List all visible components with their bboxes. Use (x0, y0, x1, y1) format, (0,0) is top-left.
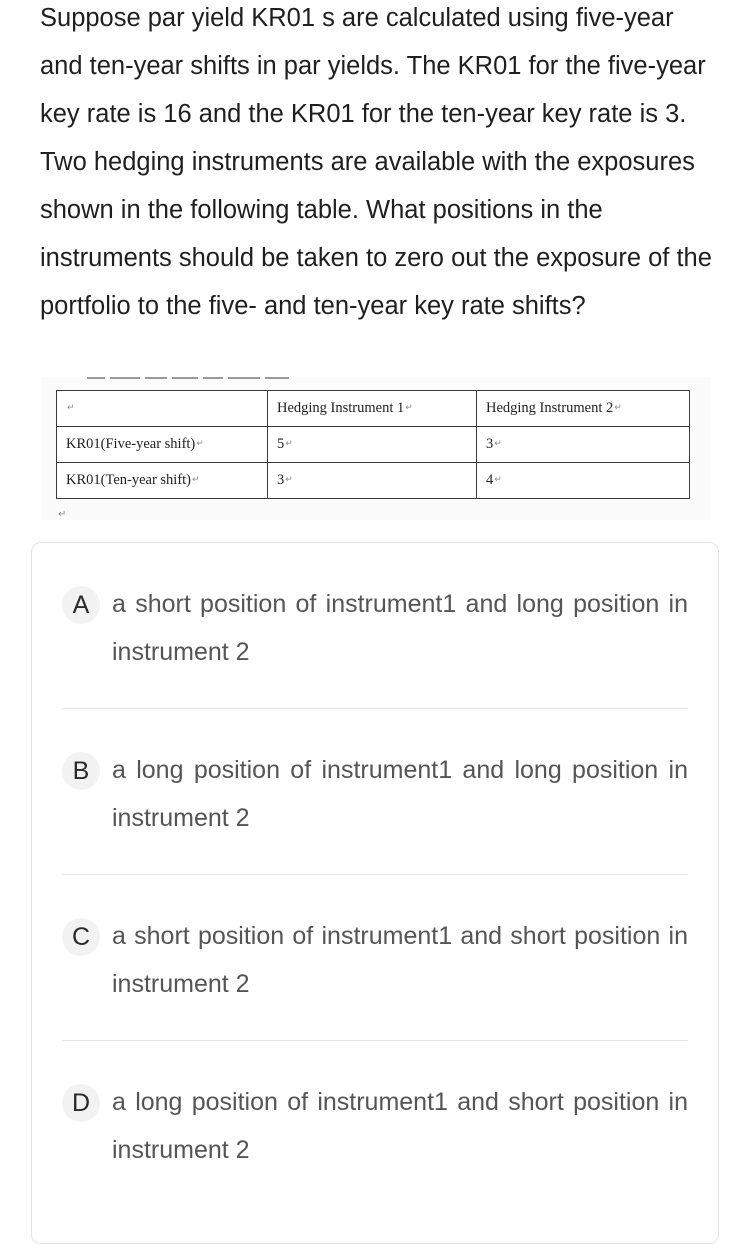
return-mark-icon: ↵ (494, 475, 502, 485)
table-cell: 3↵ (477, 427, 690, 463)
table-row (57, 427, 690, 463)
table-cell: 5↵ (268, 427, 477, 463)
cropped-text-remnant (87, 377, 297, 380)
option-d[interactable] (62, 1041, 688, 1207)
return-mark-icon: ↵ (405, 403, 413, 413)
exposure-table-image (41, 377, 711, 521)
option-text: a long position of instrument1 and short position in instrument 2 (112, 1088, 688, 1164)
option-letter-badge: D (62, 1084, 100, 1122)
return-mark-icon: ↵ (285, 439, 293, 449)
option-letter-badge: B (62, 752, 100, 790)
return-mark-icon: ↵ (196, 439, 204, 449)
return-mark-icon: ↵ (285, 475, 293, 485)
table-row-label: KR01(Ten-year shift)↵ (57, 463, 268, 499)
table-row-label: KR01(Five-year shift)↵ (57, 427, 268, 463)
question-text: Suppose par yield KR01 s are calculated using five-year and ten-year shifts in par yields. The KR01 for the five-year key rate is 16 and the KR01 for the ten-year key rate is 3. Two hedging instruments are available with the exposures shown in the following table. What positions in the instruments should be taken to zero out the exposure of the portfolio to the five- and ten-year key rate shifts? (40, 4, 712, 320)
option-text: a short position of instrument1 and long position in instrument 2 (112, 590, 688, 666)
table-header-cell: Hedging Instrument 2↵ (477, 391, 690, 427)
table-cell: 3↵ (268, 463, 477, 499)
table-row (57, 463, 690, 499)
option-c[interactable] (62, 875, 688, 1041)
return-mark-icon: ↵ (192, 475, 200, 485)
exposure-table (56, 390, 690, 499)
table-header-row (57, 391, 690, 427)
table-header-cell (57, 391, 268, 427)
return-mark-icon: ↵ (67, 403, 75, 413)
table-cell: 4↵ (477, 463, 690, 499)
return-mark-icon: ↵ (58, 509, 67, 520)
option-b[interactable] (62, 709, 688, 875)
return-mark-icon: ↵ (614, 403, 622, 413)
option-text: a long position of instrument1 and long position in instrument 2 (112, 756, 688, 832)
table-header-cell: Hedging Instrument 1↵ (268, 391, 477, 427)
option-text: a short position of instrument1 and short position in instrument 2 (112, 922, 688, 998)
option-letter-badge: A (62, 586, 100, 624)
option-a[interactable] (62, 543, 688, 709)
return-mark-icon: ↵ (494, 439, 502, 449)
option-letter-badge: C (62, 918, 100, 956)
answer-options-card (31, 542, 719, 1244)
